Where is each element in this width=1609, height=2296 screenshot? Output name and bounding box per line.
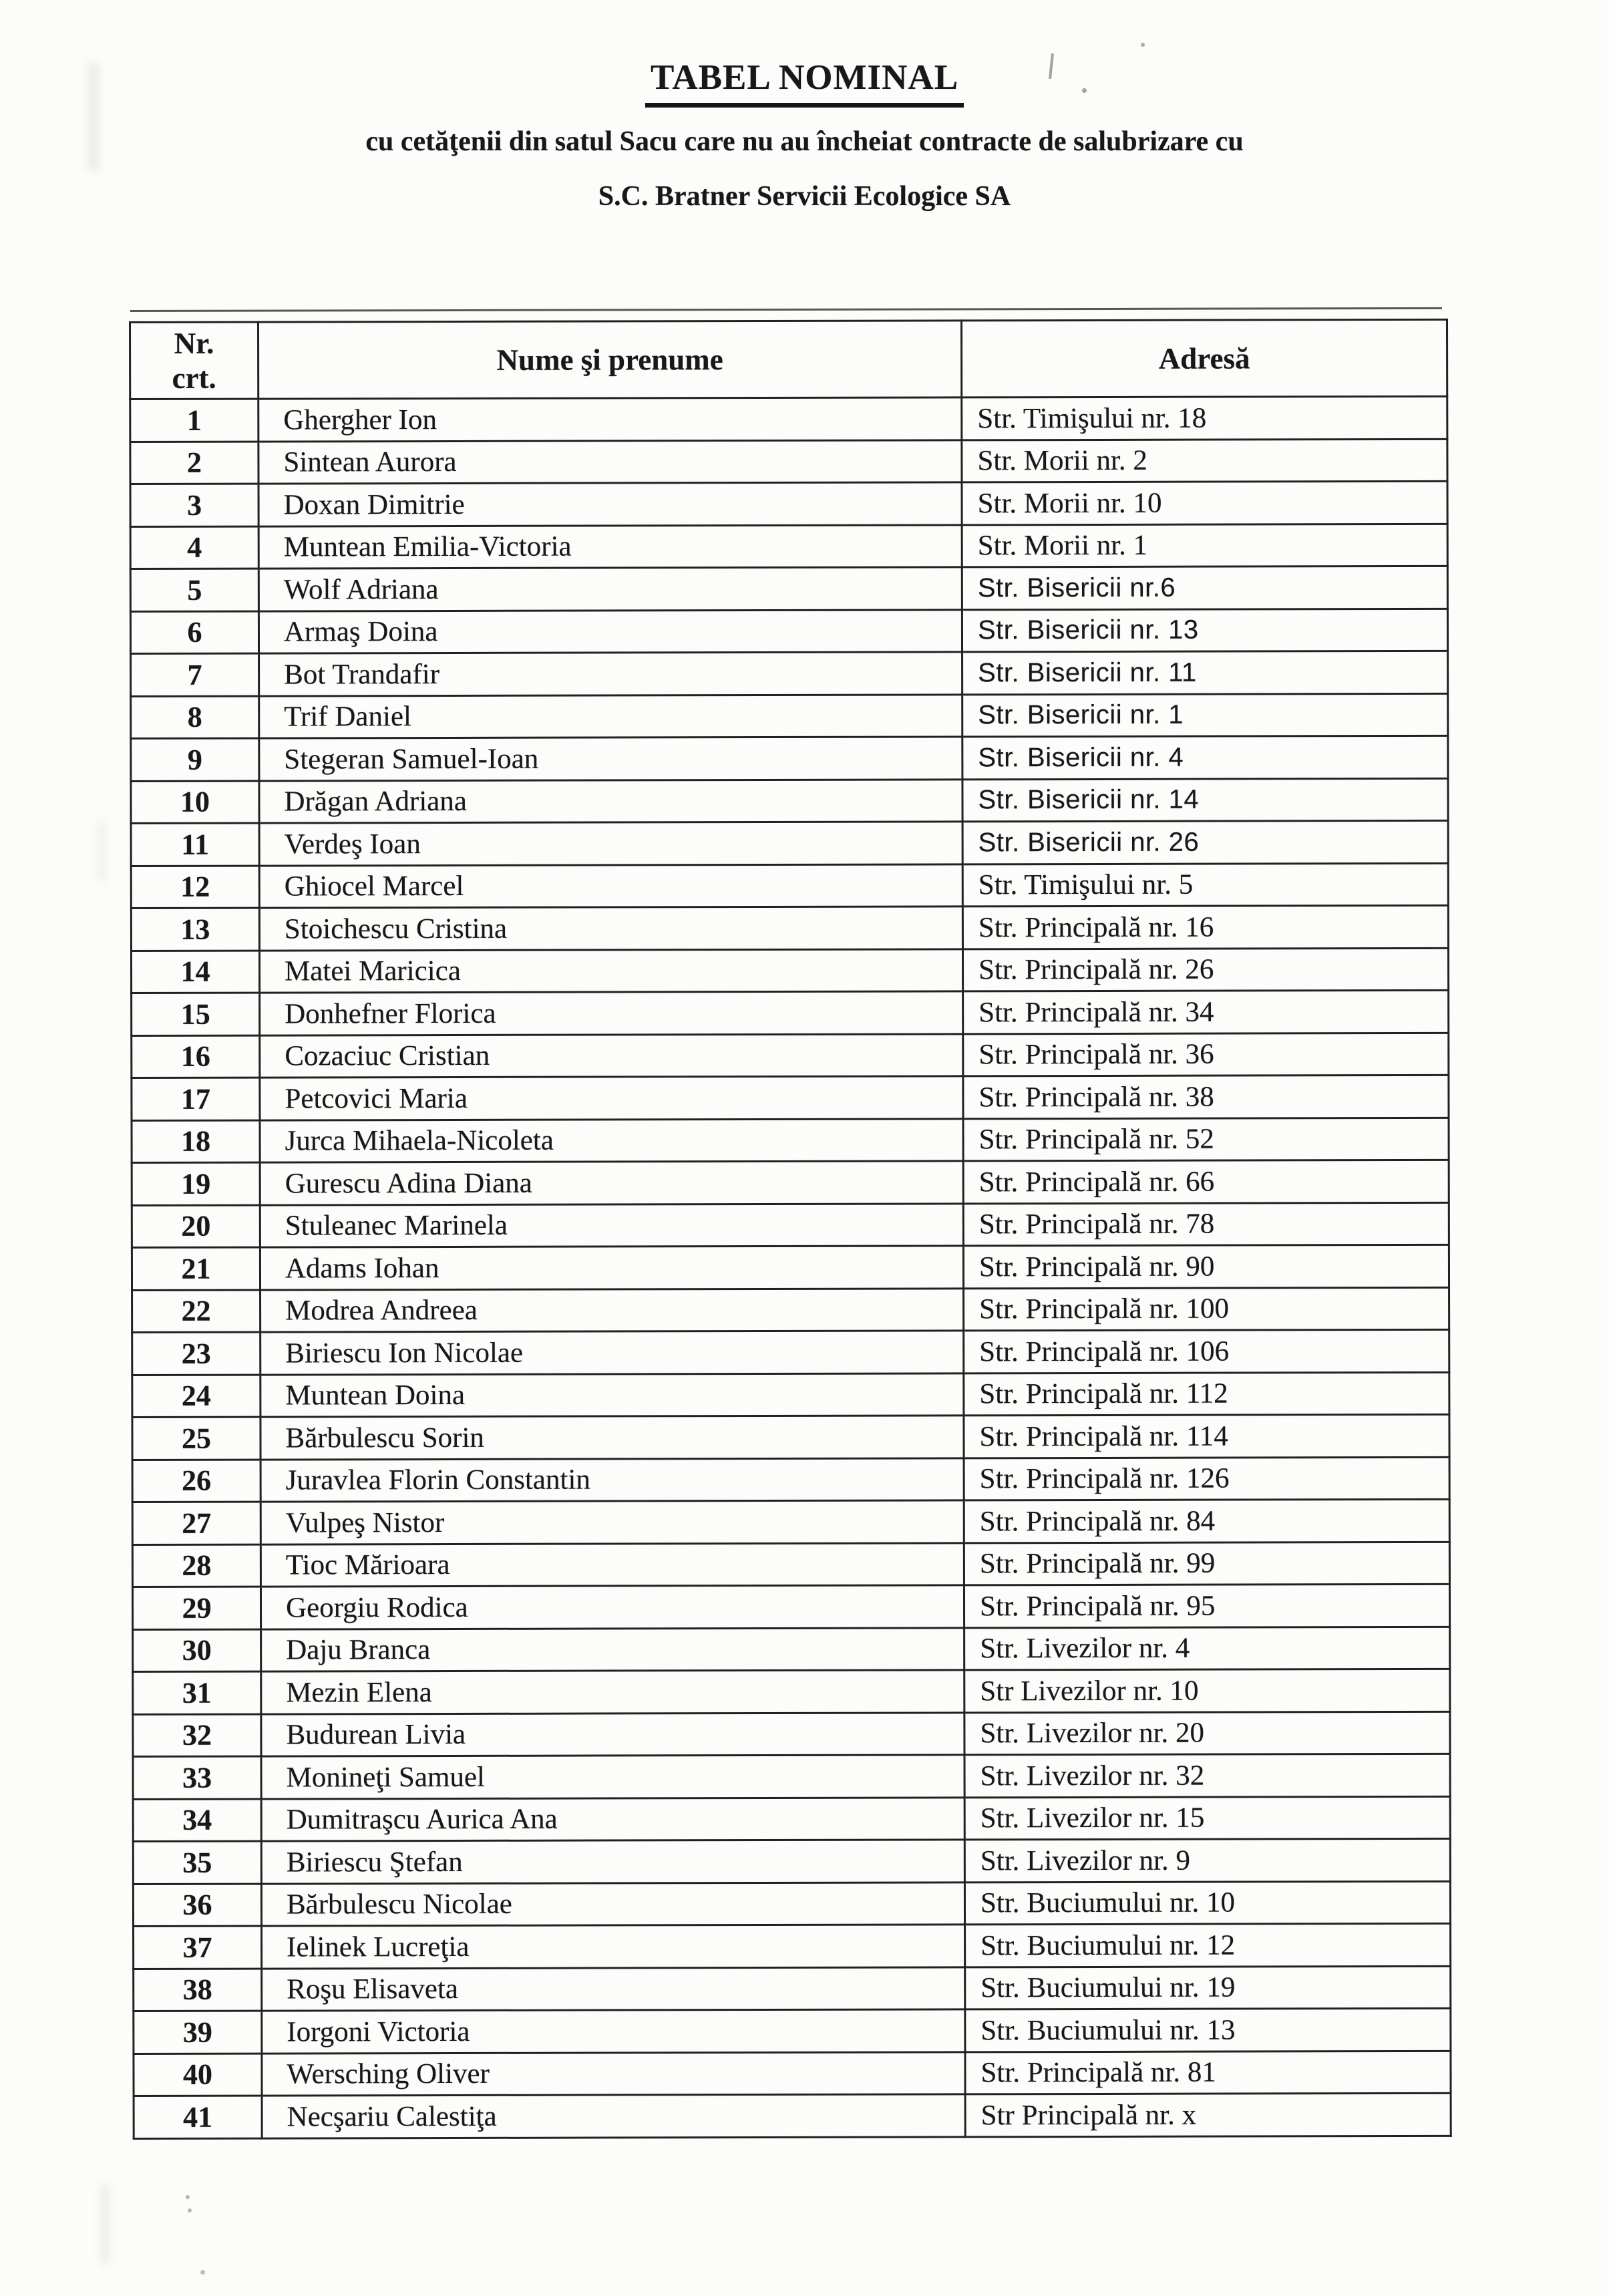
- row-nr: 24: [132, 1375, 260, 1418]
- table-row: [133, 1754, 1450, 1799]
- row-nr: 38: [134, 1969, 262, 2011]
- row-name: Doxan Dimitrie: [258, 482, 962, 526]
- table-row: [134, 2051, 1451, 2096]
- row-nr: 33: [133, 1756, 261, 1799]
- row-nr: 17: [132, 1078, 260, 1120]
- row-name: Georgiu Rodica: [260, 1585, 964, 1629]
- row-address: Str. Principală nr. 66: [963, 1160, 1449, 1203]
- row-nr: 37: [134, 1926, 262, 1969]
- row-nr: 39: [134, 2011, 262, 2054]
- row-name: Juravlea Florin Constantin: [260, 1458, 964, 1502]
- row-address: Str. Principală nr. 34: [963, 990, 1449, 1033]
- row-address: Str. Livezilor nr. 15: [964, 1796, 1450, 1840]
- row-name: Tioc Mărioara: [260, 1542, 964, 1587]
- table-row: [132, 990, 1449, 1035]
- document-subtitle-company: S.C. Bratner Servicii Ecologice SA: [598, 181, 1011, 212]
- table-row: [134, 2008, 1451, 2054]
- table-row: [132, 1118, 1449, 1163]
- table-row: [131, 651, 1448, 696]
- table-row: [133, 1627, 1450, 1672]
- row-nr: 16: [132, 1035, 260, 1078]
- table-row: [133, 1796, 1450, 1842]
- table-row: [132, 1075, 1449, 1120]
- row-nr: 27: [132, 1502, 260, 1544]
- row-nr: 1: [130, 399, 258, 442]
- table-row: [132, 1287, 1449, 1333]
- row-name: Stuleanec Marinela: [260, 1203, 963, 1247]
- table-body: [130, 396, 1451, 2138]
- row-address: Str. Principală nr. 26: [962, 948, 1448, 991]
- table-row: [132, 1457, 1449, 1502]
- document-title-text: TABEL NOMINAL: [645, 58, 964, 108]
- row-nr: 29: [132, 1587, 260, 1629]
- row-nr: 40: [134, 2054, 262, 2096]
- row-address: Str. Buciumului nr. 12: [965, 1923, 1451, 1967]
- row-nr: 20: [132, 1205, 260, 1248]
- row-name: Bărbulescu Nicolae: [261, 1882, 964, 1926]
- row-name: Daju Branca: [261, 1627, 964, 1671]
- row-nr: 4: [130, 526, 258, 569]
- header-nr-line1: Nr.: [174, 326, 214, 360]
- row-address: Str. Bisericii nr.6: [962, 566, 1447, 609]
- table-row: [131, 778, 1448, 824]
- row-address: Str. Principală nr. 36: [963, 1033, 1449, 1076]
- row-address: Str. Principală nr. 81: [965, 2051, 1451, 2094]
- table-row: [131, 863, 1448, 909]
- row-nr: 26: [132, 1460, 260, 1502]
- table-row: [131, 948, 1448, 993]
- table-row: [134, 2093, 1451, 2138]
- row-name: Cozaciuc Cristian: [260, 1033, 963, 1078]
- header-nr-crt: [130, 322, 258, 399]
- scan-artifact: [186, 2195, 190, 2199]
- row-address: Str. Bisericii nr. 26: [962, 820, 1448, 864]
- row-name: Sintean Aurora: [258, 440, 962, 484]
- table-row: [131, 905, 1448, 951]
- row-nr: 25: [132, 1417, 260, 1460]
- row-address: Str. Bisericii nr. 4: [962, 735, 1448, 779]
- row-name: Budurean Livia: [261, 1712, 964, 1756]
- row-name: Donhefner Florica: [260, 991, 963, 1035]
- row-nr: 41: [134, 2096, 262, 2138]
- row-name: Necşariu Calestiţa: [262, 2094, 965, 2138]
- row-address: Str. Livezilor nr. 9: [964, 1838, 1450, 1882]
- row-nr: 2: [130, 442, 258, 484]
- row-nr: 3: [130, 484, 258, 526]
- scan-double-topline: [130, 307, 1442, 312]
- row-address: Str. Principală nr. 52: [963, 1118, 1449, 1161]
- row-name: Biriescu Ion Nicolae: [260, 1331, 964, 1375]
- table-row: [132, 1160, 1449, 1205]
- row-address: Str. Principală nr. 99: [964, 1542, 1449, 1585]
- row-nr: 23: [132, 1332, 260, 1375]
- table-row: [132, 1202, 1449, 1248]
- row-nr: 7: [131, 653, 259, 696]
- row-address: Str. Principală nr. 126: [964, 1457, 1449, 1500]
- table-row: [131, 693, 1448, 739]
- row-address: Str. Principală nr. 106: [964, 1329, 1449, 1373]
- row-address: Str. Principală nr. 84: [964, 1499, 1449, 1542]
- table-row: [132, 1414, 1449, 1460]
- row-address: Str. Principală nr. 114: [964, 1414, 1449, 1458]
- row-nr: 30: [133, 1629, 261, 1672]
- row-nr: 9: [131, 738, 259, 781]
- row-address: Str. Principală nr. 112: [964, 1372, 1449, 1416]
- row-name: Iorgoni Victoria: [262, 2009, 965, 2054]
- table-row: [132, 1542, 1449, 1587]
- row-name: Bărbulescu Sorin: [260, 1416, 964, 1460]
- row-address: Str. Bisericii nr. 11: [962, 651, 1448, 694]
- row-nr: 28: [132, 1544, 260, 1587]
- header-row: [130, 319, 1447, 399]
- table-row: [132, 1499, 1449, 1544]
- row-nr: 13: [131, 908, 259, 951]
- row-name: Stoichescu Cristina: [259, 907, 962, 951]
- row-name: Armaş Doina: [258, 609, 962, 653]
- table-row: [130, 396, 1447, 442]
- table-row: [130, 566, 1447, 611]
- table-row: [130, 439, 1447, 484]
- row-name: Roşu Elisaveta: [262, 1967, 965, 2011]
- header-address: Adresă: [962, 319, 1447, 397]
- scan-artifact: [188, 2208, 192, 2212]
- scan-artifact: [97, 822, 105, 882]
- row-address: Str. Timişului nr. 18: [962, 396, 1447, 440]
- row-nr: 35: [133, 1841, 261, 1884]
- roster-table-wrap: [129, 319, 1450, 2140]
- table-row: [131, 820, 1448, 866]
- row-name: Ghergher Ion: [258, 397, 962, 442]
- row-address: Str. Buciumului nr. 10: [964, 1881, 1450, 1925]
- row-nr: 22: [132, 1290, 260, 1333]
- row-address: Str. Livezilor nr. 4: [964, 1627, 1450, 1670]
- row-name: Ielinek Lucreţia: [262, 1925, 965, 1969]
- row-name: Monineţi Samuel: [261, 1755, 964, 1799]
- row-address: Str. Principală nr. 100: [964, 1287, 1449, 1331]
- header-nr-line2: crt.: [172, 361, 216, 395]
- table-row: [132, 1245, 1449, 1290]
- row-name: Jurca Mihaela-Nicoleta: [260, 1118, 963, 1162]
- row-name: Trif Daniel: [259, 694, 962, 738]
- row-address: Str. Bisericii nr. 14: [962, 778, 1448, 822]
- row-name: Dumitraşcu Aurica Ana: [261, 1797, 964, 1841]
- row-nr: 32: [133, 1714, 261, 1757]
- row-nr: 15: [132, 993, 260, 1035]
- row-nr: 36: [133, 1884, 261, 1927]
- row-nr: 31: [133, 1671, 261, 1714]
- row-address: Str. Morii nr. 1: [962, 524, 1447, 567]
- row-address: Str. Principală nr. 16: [962, 905, 1448, 949]
- row-name: Mezin Elena: [261, 1670, 964, 1714]
- table-row: [134, 1966, 1451, 2011]
- row-nr: 12: [131, 866, 259, 909]
- row-name: Petcovici Maria: [260, 1076, 963, 1120]
- row-name: Vulpeş Nistor: [260, 1500, 964, 1544]
- row-address: Str. Bisericii nr. 1: [962, 693, 1448, 737]
- row-name: Muntean Emilia-Victoria: [258, 524, 962, 568]
- table-row: [133, 1669, 1450, 1714]
- row-name: Verdeş Ioan: [259, 822, 962, 866]
- row-address: Str. Principală nr. 78: [963, 1202, 1449, 1246]
- row-name: Wolf Adriana: [258, 567, 962, 611]
- row-address: Str. Principală nr. 38: [963, 1075, 1449, 1118]
- row-name: Adams Iohan: [260, 1246, 963, 1290]
- row-name: Stegeran Samuel-Ioan: [259, 737, 962, 781]
- row-address: Str. Buciumului nr. 19: [965, 1966, 1451, 2009]
- row-name: Biriescu Ştefan: [261, 1840, 964, 1884]
- row-nr: 19: [132, 1162, 260, 1205]
- header-name: Nume şi prenume: [258, 321, 962, 399]
- table-row: [132, 1584, 1449, 1629]
- row-nr: 21: [132, 1247, 260, 1290]
- row-nr: 8: [131, 696, 259, 739]
- table-row: [132, 1329, 1449, 1375]
- row-name: Bot Trandafir: [259, 652, 962, 696]
- document-title: [0, 57, 1609, 98]
- row-name: Modrea Andreea: [260, 1288, 964, 1332]
- row-address: Str. Livezilor nr. 20: [964, 1711, 1450, 1755]
- row-nr: 11: [131, 823, 259, 866]
- row-name: Muntean Doina: [260, 1373, 964, 1417]
- scan-artifact: [100, 2184, 110, 2265]
- document-subtitle: cu cetăţenii din satul Sacu care nu au încheiat contracte de salubrizare cu: [365, 126, 1244, 157]
- row-address: Str. Morii nr. 2: [962, 439, 1447, 482]
- row-nr: 6: [130, 611, 258, 654]
- table-row: [131, 735, 1448, 781]
- row-address: Str. Livezilor nr. 32: [964, 1754, 1450, 1797]
- row-address: Str. Buciumului nr. 13: [965, 2008, 1451, 2052]
- row-name: Wersching Oliver: [262, 2052, 965, 2096]
- roster-table: [129, 319, 1452, 2140]
- row-address: Str. Morii nr. 10: [962, 481, 1447, 524]
- row-name: Drăgan Adriana: [259, 779, 962, 823]
- row-name: Ghiocel Marcel: [259, 864, 962, 908]
- row-name: Gurescu Adina Diana: [260, 1161, 963, 1205]
- row-nr: 18: [132, 1120, 260, 1163]
- row-nr: 14: [131, 951, 259, 993]
- table-row: [133, 1838, 1450, 1884]
- row-address: Str Principală nr. x: [965, 2093, 1451, 2136]
- table-row: [133, 1881, 1450, 1927]
- row-nr: 34: [133, 1799, 261, 1842]
- row-nr: 5: [130, 568, 258, 611]
- scan-artifact: [1141, 43, 1145, 47]
- table-row: [132, 1372, 1449, 1418]
- table-row: [134, 1923, 1451, 1969]
- row-address: Str. Bisericii nr. 13: [962, 609, 1447, 652]
- table-row: [130, 481, 1447, 526]
- row-address: Str. Principală nr. 95: [964, 1584, 1449, 1627]
- table-row: [130, 609, 1447, 654]
- row-address: Str. Timişului nr. 5: [962, 863, 1448, 907]
- table-row: [130, 524, 1447, 569]
- row-address: Str Livezilor nr. 10: [964, 1669, 1450, 1712]
- row-name: Matei Maricica: [259, 949, 962, 993]
- row-address: Str. Principală nr. 90: [963, 1245, 1449, 1288]
- table-row: [132, 1033, 1449, 1078]
- table-row: [133, 1711, 1450, 1757]
- row-nr: 10: [131, 781, 259, 824]
- scan-artifact: [200, 2270, 205, 2275]
